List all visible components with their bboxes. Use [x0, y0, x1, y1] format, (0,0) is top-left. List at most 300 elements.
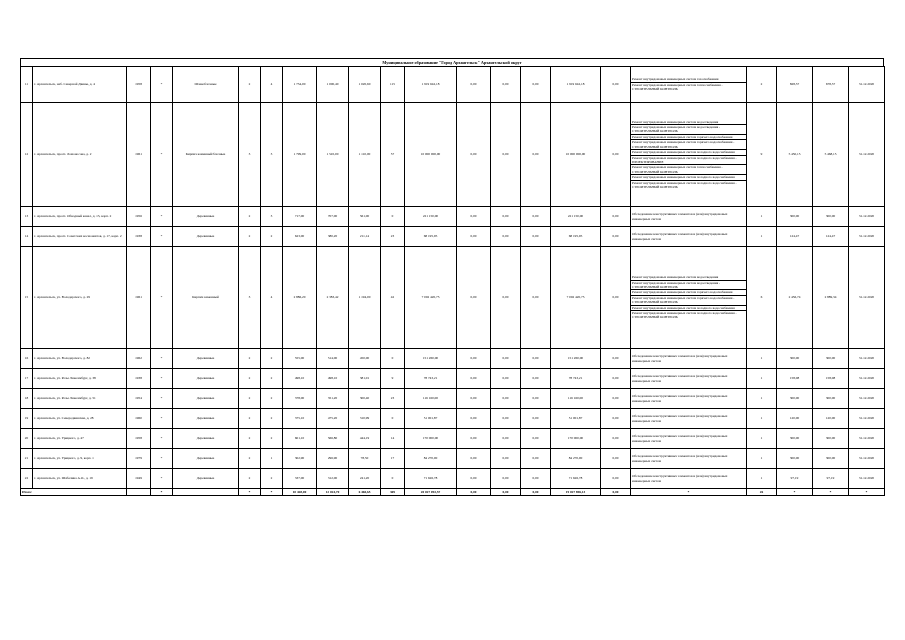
year-cell: 1956 — [127, 207, 151, 227]
works-cell — [631, 449, 747, 469]
year-cell: 1961 — [127, 103, 151, 207]
owners-funds-cell: 7 002 420,75 — [551, 247, 601, 349]
area-cell: 475,20 — [317, 409, 349, 429]
works-cell — [631, 207, 747, 227]
other-funds-cell: 0,00 — [601, 449, 631, 469]
living-area-cell: 78,50 — [349, 449, 381, 469]
year-cell: 1960 — [127, 409, 151, 429]
wall-material-cell: Деревянные — [173, 227, 239, 247]
table-row — [21, 469, 885, 489]
owners-funds-cell: 68 195,95 — [551, 227, 601, 247]
work-item: Обследование конструктивных элементов и (или) внутридомовых инженерных систем — [632, 232, 728, 241]
total-area-cell: 717,00 — [283, 207, 317, 227]
work-item: Обследование конструктивных элементов и (или) внутридомовых инженерных систем — [632, 474, 728, 483]
row-number: 21 — [21, 449, 33, 469]
total-area-cell: 1 734,00 — [283, 67, 317, 103]
work-item: Ремонт внутридомовых инженерных систем горячего водоснабжения - СТРОИТЕЛЬНЫЙ КОНТРОЛЬ — [631, 140, 746, 150]
specific-cost-cell: 120,00 — [777, 409, 813, 429]
total-row — [21, 489, 885, 496]
other-funds-cell: 0,00 — [601, 469, 631, 489]
entrances-cell: 2 — [261, 349, 283, 369]
floors-cell: 2 — [239, 67, 261, 103]
living-area-cell: 381,01 — [349, 369, 381, 389]
max-cost-cell: 2 889,34 — [813, 247, 849, 349]
works-count-cell: 2 — [747, 67, 777, 103]
address-cell: г. Архангельск, просп. Ломоносова, д. 2 — [33, 103, 127, 207]
fund-cell: 0,00 — [521, 449, 551, 469]
area-cell: 498,10 — [317, 369, 349, 389]
cost-cell: 1 919 642,18 — [405, 67, 457, 103]
living-area-cell: 1 110,00 — [349, 103, 381, 207]
fund-cell: 0,00 — [457, 207, 491, 227]
work-item: Ремонт внутридомовых инженерных систем водоотведения - СТРОИТЕЛЬНЫЙ КОНТРОЛЬ — [631, 281, 746, 291]
residents-cell: 0 — [381, 409, 405, 429]
total-cost2-cell: 19 027 896,13 — [551, 489, 601, 496]
fund-cell: 0,00 — [491, 227, 521, 247]
row-number: 22 — [21, 469, 33, 489]
other-funds-cell: 0,00 — [601, 67, 631, 103]
row-number: 14 — [21, 227, 33, 247]
floors-cell: 3 — [239, 247, 261, 349]
work-item: Обследование конструктивных элементов и (или) внутридомовых инженерных систем — [632, 454, 728, 463]
max-cost-cell: 124,47 — [813, 227, 849, 247]
other-funds-cell: 0,00 — [601, 207, 631, 227]
table-row — [21, 207, 885, 227]
table-row — [21, 409, 885, 429]
floors-cell: 2 — [239, 207, 261, 227]
fund-cell: 0,00 — [491, 429, 521, 449]
work-item: Обследование конструктивных элементов и (или) внутридомовых инженерных систем — [632, 394, 728, 403]
fund-cell: 0,00 — [521, 389, 551, 409]
works-cell — [631, 469, 747, 489]
works-cell — [631, 67, 747, 103]
work-item: Обследование конструктивных элементов и (или) внутридомовых инженерных систем — [632, 434, 728, 443]
total-ent-cell: * — [261, 489, 283, 496]
floors-cell: 2 — [239, 349, 261, 369]
fund-cell: 0,00 — [491, 247, 521, 349]
works-count-cell: 6 — [747, 247, 777, 349]
address-cell: г. Архангельск, ул. Володарского, д. 29 — [33, 247, 127, 349]
address-cell: г. Архангельск, ул. Урицкого, д. 47 — [33, 429, 127, 449]
total-works-cell: * — [631, 489, 747, 496]
fund-cell: 0,00 — [491, 349, 521, 369]
fund-cell: 0,00 — [491, 469, 521, 489]
total-empty-cell — [127, 489, 151, 496]
entrances-cell: 3 — [261, 103, 283, 207]
work-item: Ремонт внутридомовых инженерных систем холодного водоснабжения — [631, 175, 746, 180]
works-count-cell: 1 — [747, 369, 777, 389]
work-item: Ремонт внутридомовых инженерных систем теплоснабжения - СТРОИТЕЛЬНЫЙ КОНТРОЛЬ — [632, 82, 723, 92]
municipality-header: Муниципальное образование "Город Архангельск" Архангельской округ — [20, 58, 884, 66]
works-count-cell: 1 — [747, 469, 777, 489]
deadline-cell: 31.12.2020 — [849, 349, 885, 369]
work-item: Ремонт внутридомовых инженерных систем водоотведения — [631, 275, 746, 280]
works-count-cell: 1 — [747, 349, 777, 369]
cost-cell: 170 000,00 — [405, 429, 457, 449]
mark-cell: * — [151, 469, 173, 489]
work-item: Ремонт внутридомовых инженерных систем холодного водоснабжения — [631, 150, 746, 155]
table-row — [21, 429, 885, 449]
mark-cell: * — [151, 449, 173, 469]
fund-cell: 0,00 — [457, 469, 491, 489]
total-s1-cell: * — [777, 489, 813, 496]
other-funds-cell: 0,00 — [601, 389, 631, 409]
entrances-cell: 4 — [261, 67, 283, 103]
fund-cell: 0,00 — [491, 409, 521, 429]
other-funds-cell: 0,00 — [601, 369, 631, 389]
floors-cell: 2 — [239, 449, 261, 469]
works-count-cell: 1 — [747, 409, 777, 429]
fund-cell: 0,00 — [457, 67, 491, 103]
year-cell: 1958 — [127, 67, 151, 103]
row-number: 16 — [21, 349, 33, 369]
specific-cost-cell: 2 456,74 — [777, 247, 813, 349]
area-cell: 514,00 — [317, 349, 349, 369]
residents-cell: 14 — [381, 429, 405, 449]
total-area-cell: 601,10 — [283, 429, 317, 449]
total-z2-cell: 0,00 — [491, 489, 521, 496]
total-z3-cell: 0,00 — [521, 489, 551, 496]
fund-cell: 0,00 — [521, 67, 551, 103]
work-item: Ремонт внутридомовых инженерных систем газоснабжения — [631, 77, 746, 82]
works-cell — [631, 429, 747, 449]
wall-material-cell: Деревянные — [173, 429, 239, 449]
total-z1-cell: 0,00 — [457, 489, 491, 496]
area-cell: 296,90 — [317, 449, 349, 469]
living-area-cell: 450,00 — [349, 349, 381, 369]
total-ppl-cell: 369 — [381, 489, 405, 496]
total-area-cell: 2 886,20 — [283, 247, 317, 349]
wall-material-cell: Деревянные — [173, 369, 239, 389]
total-area-cell: 337,00 — [283, 469, 317, 489]
other-funds-cell: 0,00 — [601, 103, 631, 207]
deadline-cell: 31.12.2020 — [849, 429, 885, 449]
fund-cell: 0,00 — [521, 469, 551, 489]
table-row — [21, 349, 885, 369]
works-cell — [631, 369, 747, 389]
cost-cell: 7 002 420,75 — [405, 247, 457, 349]
address-cell: г. Архангельск, ул. Северодвинская, д. 28 — [33, 409, 127, 429]
residents-cell: 0 — [381, 207, 405, 227]
fund-cell: 0,00 — [521, 369, 551, 389]
area-cell: 2 383,42 — [317, 247, 349, 349]
address-cell: г. Архангельск, ул. Урицкого, д. 9, корп. 1 — [33, 449, 127, 469]
year-cell: 1962 — [127, 349, 151, 369]
repair-program-table — [20, 66, 885, 496]
wall-material-cell: Шлакоблочные — [173, 67, 239, 103]
total-fl-cell: * — [239, 489, 261, 496]
works-cell — [631, 103, 747, 207]
wall-material-cell: Деревянные — [173, 207, 239, 227]
work-item: Ремонт внутридомовых инженерных систем холодного водоснабжения - СТРОИТЕЛЬНЫЙ КОНТРОЛЬ — [632, 180, 737, 189]
address-cell: г. Архангельск, ул. Розы Люксембург, д. 38 — [33, 369, 127, 389]
table-row — [21, 389, 885, 409]
cost-cell: 71 626,78 — [405, 469, 457, 489]
entrances-cell: 3 — [261, 207, 283, 227]
wall-material-cell: Кирпич каменный — [173, 247, 239, 349]
floors-cell: 2 — [239, 369, 261, 389]
row-number: 19 — [21, 409, 33, 429]
works-cell — [631, 389, 747, 409]
row-number: 15 — [21, 247, 33, 349]
residents-cell: 9 — [381, 369, 405, 389]
works-count-cell: 1 — [747, 389, 777, 409]
total-area-cell: 498,10 — [283, 369, 317, 389]
fund-cell: 0,00 — [457, 349, 491, 369]
owners-funds-cell: 10 000 000,00 — [551, 103, 601, 207]
address-cell: г. Архангельск, ул. Володарского, д. 82 — [33, 349, 127, 369]
document-sheet — [20, 58, 884, 496]
cost-cell: 68 195,95 — [405, 227, 457, 247]
total-empty-cell — [173, 489, 239, 496]
area-cell: 1 545,00 — [317, 103, 349, 207]
living-area-cell: 211,14 — [349, 227, 381, 247]
living-area-cell: 1 020,60 — [349, 67, 381, 103]
floors-cell: 2 — [239, 469, 261, 489]
mark-cell: * — [151, 429, 173, 449]
owners-funds-cell: 78 743,21 — [551, 369, 601, 389]
total-s2-cell: * — [813, 489, 849, 496]
specific-cost-cell: 300,00 — [777, 429, 813, 449]
table-row — [21, 227, 885, 247]
max-cost-cell: 300,00 — [813, 429, 849, 449]
entrances-cell: 2 — [261, 227, 283, 247]
deadline-cell: 31.12.2020 — [849, 369, 885, 389]
works-count-cell: 1 — [747, 449, 777, 469]
mark-cell: * — [151, 227, 173, 247]
deadline-cell: 31.12.2020 — [849, 389, 885, 409]
wall-material-cell: Деревянные — [173, 349, 239, 369]
entrances-cell: 2 — [261, 409, 283, 429]
area-cell: 351,20 — [317, 389, 349, 409]
residents-cell: 23 — [381, 227, 405, 247]
max-cost-cell: 300,00 — [813, 389, 849, 409]
fund-cell: 0,00 — [521, 207, 551, 227]
work-item: Обследование конструктивных элементов и (или) внутридомовых инженерных систем — [632, 354, 728, 363]
fund-cell: 0,00 — [491, 67, 521, 103]
address-cell: г. Архангельск, просп. Советских космонавтов, д. 17, корп. 2 — [33, 227, 127, 247]
cost-cell: 10 000 000,00 — [405, 103, 457, 207]
total-date-cell: * — [849, 489, 885, 496]
work-item: Ремонт внутридомовых инженерных систем теплоснабжения - СТРОИТЕЛЬНЫЙ КОНТРОЛЬ — [631, 165, 746, 175]
work-item: Ремонт внутридомовых инженерных систем горячего водоснабжения — [631, 135, 746, 140]
living-area-cell: 241,20 — [349, 469, 381, 489]
deadline-cell: 31.12.2020 — [849, 409, 885, 429]
deadline-cell: 31.12.2020 — [849, 207, 885, 227]
fund-cell: 0,00 — [521, 227, 551, 247]
residents-cell: 42 — [381, 247, 405, 349]
area-cell: 1 000,40 — [317, 67, 349, 103]
wall-material-cell: Деревянные — [173, 469, 239, 489]
other-funds-cell: 0,00 — [601, 429, 631, 449]
fund-cell: 0,00 — [521, 247, 551, 349]
deadline-cell: 31.12.2020 — [849, 449, 885, 469]
floors-cell: 2 — [239, 227, 261, 247]
total-a1-cell: 12 024,70 — [317, 489, 349, 496]
fund-cell: 0,00 — [491, 207, 521, 227]
work-item: Обследование конструктивных элементов и (или) внутридомовых инженерных систем — [632, 212, 728, 221]
fund-cell: 0,00 — [457, 369, 491, 389]
specific-cost-cell: 97,19 — [777, 469, 813, 489]
owners-funds-cell: 84 270,00 — [551, 449, 601, 469]
work-item: Обследование конструктивных элементов и (или) внутридомовых инженерных систем — [632, 374, 728, 383]
table-row — [21, 103, 885, 207]
mark-cell: * — [151, 207, 173, 227]
table-row — [21, 449, 885, 469]
works-count-cell: 1 — [747, 227, 777, 247]
max-cost-cell: 158,08 — [813, 369, 849, 389]
owners-funds-cell: 116 160,00 — [551, 389, 601, 409]
works-cell — [631, 247, 747, 349]
specific-cost-cell: 124,47 — [777, 227, 813, 247]
cost-cell: 221 150,00 — [405, 207, 457, 227]
floors-cell: 3 — [239, 103, 261, 207]
fund-cell: 0,00 — [521, 409, 551, 429]
living-area-cell: 1 194,00 — [349, 247, 381, 349]
residents-cell: 17 — [381, 449, 405, 469]
fund-cell: 0,00 — [457, 247, 491, 349]
floors-cell: 2 — [239, 409, 261, 429]
specific-cost-cell: 5 450,15 — [777, 103, 813, 207]
wall-material-cell: Кирпич каменный/блочные — [173, 103, 239, 207]
year-cell: 1949 — [127, 469, 151, 489]
cost-cell: 151 260,00 — [405, 349, 457, 369]
total-cnt-cell: 26 — [747, 489, 777, 496]
owners-funds-cell: 71 626,78 — [551, 469, 601, 489]
fund-cell: 0,00 — [521, 103, 551, 207]
deadline-cell: 31.12.2020 — [849, 469, 885, 489]
wall-material-cell: Деревянные — [173, 389, 239, 409]
deadline-cell: 31.12.2020 — [849, 67, 885, 103]
year-cell: 1954 — [127, 389, 151, 409]
deadline-cell: 31.12.2020 — [849, 247, 885, 349]
row-number: 11 — [21, 67, 33, 103]
row-number: 18 — [21, 389, 33, 409]
max-cost-cell: 5 468,15 — [813, 103, 849, 207]
fund-cell: 0,00 — [457, 409, 491, 429]
total-label-cell: Итого: — [21, 489, 127, 496]
total-area-cell: 623,00 — [283, 227, 317, 247]
total-c-cell: * — [151, 489, 173, 496]
area-cell: 312,00 — [317, 469, 349, 489]
total-area-cell: 375,10 — [283, 409, 317, 429]
other-funds-cell: 0,00 — [601, 227, 631, 247]
residents-cell: 0 — [381, 349, 405, 369]
total-area-cell: 302,90 — [283, 449, 317, 469]
mark-cell: * — [151, 103, 173, 207]
fund-cell: 0,00 — [491, 369, 521, 389]
max-cost-cell: 120,00 — [813, 409, 849, 429]
wall-material-cell: Деревянные — [173, 449, 239, 469]
fund-cell: 0,00 — [521, 349, 551, 369]
work-item: Ремонт внутридомовых инженерных систем горячего водоснабжения - СТРОИТЕЛЬНЫЙ КОНТРОЛЬ — [631, 296, 746, 306]
residents-cell: 57 — [381, 103, 405, 207]
work-item: Ремонт внутридомовых инженерных систем водоотведения — [631, 120, 746, 125]
cost-cell: 116 160,00 — [405, 389, 457, 409]
owners-funds-cell: 151 260,00 — [551, 349, 601, 369]
residents-cell: 23 — [381, 389, 405, 409]
table-row — [21, 67, 885, 103]
fund-cell: 0,00 — [521, 429, 551, 449]
works-cell — [631, 349, 747, 369]
fund-cell: 0,00 — [491, 103, 521, 207]
address-cell: г. Архангельск, просп. Обводный канал, д. 15, корп. 2 — [33, 207, 127, 227]
total-area-cell: 378,00 — [283, 389, 317, 409]
max-cost-cell: 300,00 — [813, 207, 849, 227]
total-area-cell: 10 428,00 — [283, 489, 317, 496]
row-number: 12 — [21, 103, 33, 207]
table-row — [21, 247, 885, 349]
specific-cost-cell: 300,00 — [777, 389, 813, 409]
wall-material-cell: Деревянные — [173, 409, 239, 429]
total-area-cell: 1 799,00 — [283, 103, 317, 207]
mark-cell: * — [151, 247, 173, 349]
owners-funds-cell: 1 919 642,18 — [551, 67, 601, 103]
max-cost-cell: 300,00 — [813, 349, 849, 369]
max-cost-cell: 97,19 — [813, 469, 849, 489]
mark-cell: * — [151, 369, 173, 389]
work-item: Ремонт внутридомовых инженерных систем холодного водоснабжения - СТРОИТЕЛЬНЫЙ КОНТРОЛЬ — [632, 311, 737, 320]
total-cost-cell: 20 027 092,57 — [405, 489, 457, 496]
year-cell: 1938 — [127, 369, 151, 389]
fund-cell: 0,00 — [457, 389, 491, 409]
works-cell — [631, 409, 747, 429]
table-row — [21, 369, 885, 389]
mark-cell: * — [151, 67, 173, 103]
fund-cell: 0,00 — [457, 449, 491, 469]
fund-cell: 0,00 — [491, 449, 521, 469]
owners-funds-cell: 170 000,00 — [551, 429, 601, 449]
cost-cell: 84 270,00 — [405, 449, 457, 469]
specific-cost-cell: 158,08 — [777, 369, 813, 389]
works-count-cell: 1 — [747, 207, 777, 227]
total-area-cell: 555,00 — [283, 349, 317, 369]
specific-cost-cell: 828,37 — [777, 67, 813, 103]
row-number: 20 — [21, 429, 33, 449]
residents-cell: 115 — [381, 67, 405, 103]
works-cell — [631, 227, 747, 247]
total-z4-cell: 0,00 — [601, 489, 631, 496]
address-cell: г. Архангельск, наб. Северной Двины, д. 4 — [33, 67, 127, 103]
entrances-cell: 2 — [261, 369, 283, 389]
mark-cell: * — [151, 389, 173, 409]
floors-cell: 2 — [239, 429, 261, 449]
other-funds-cell: 0,00 — [601, 349, 631, 369]
fund-cell: 0,00 — [457, 429, 491, 449]
fund-cell: 0,00 — [457, 227, 491, 247]
work-item: Обследование конструктивных элементов и (или) внутридомовых инженерных систем — [632, 414, 728, 423]
year-cell: 1961 — [127, 247, 151, 349]
year-cell: 1938 — [127, 227, 151, 247]
mark-cell: * — [151, 349, 173, 369]
living-area-cell: 561,00 — [349, 207, 381, 227]
other-funds-cell: 0,00 — [601, 409, 631, 429]
row-number: 17 — [21, 369, 33, 389]
fund-cell: 0,00 — [457, 103, 491, 207]
residents-cell: 0 — [381, 469, 405, 489]
year-cell: 1979 — [127, 449, 151, 469]
row-number: 13 — [21, 207, 33, 227]
floors-cell: 2 — [239, 389, 261, 409]
entrances-cell: 2 — [261, 389, 283, 409]
entrances-cell: 4 — [261, 247, 283, 349]
cost-cell: 51 001,87 — [405, 409, 457, 429]
specific-cost-cell: 300,00 — [777, 349, 813, 369]
works-count-cell: 9 — [747, 103, 777, 207]
work-item: Ремонт внутридомовых инженерных систем холодного водоснабжения - ПРОЕКТИРОВАНИЕ — [631, 156, 746, 166]
entrances-cell: 2 — [261, 429, 283, 449]
cost-cell: 78 743,21 — [405, 369, 457, 389]
